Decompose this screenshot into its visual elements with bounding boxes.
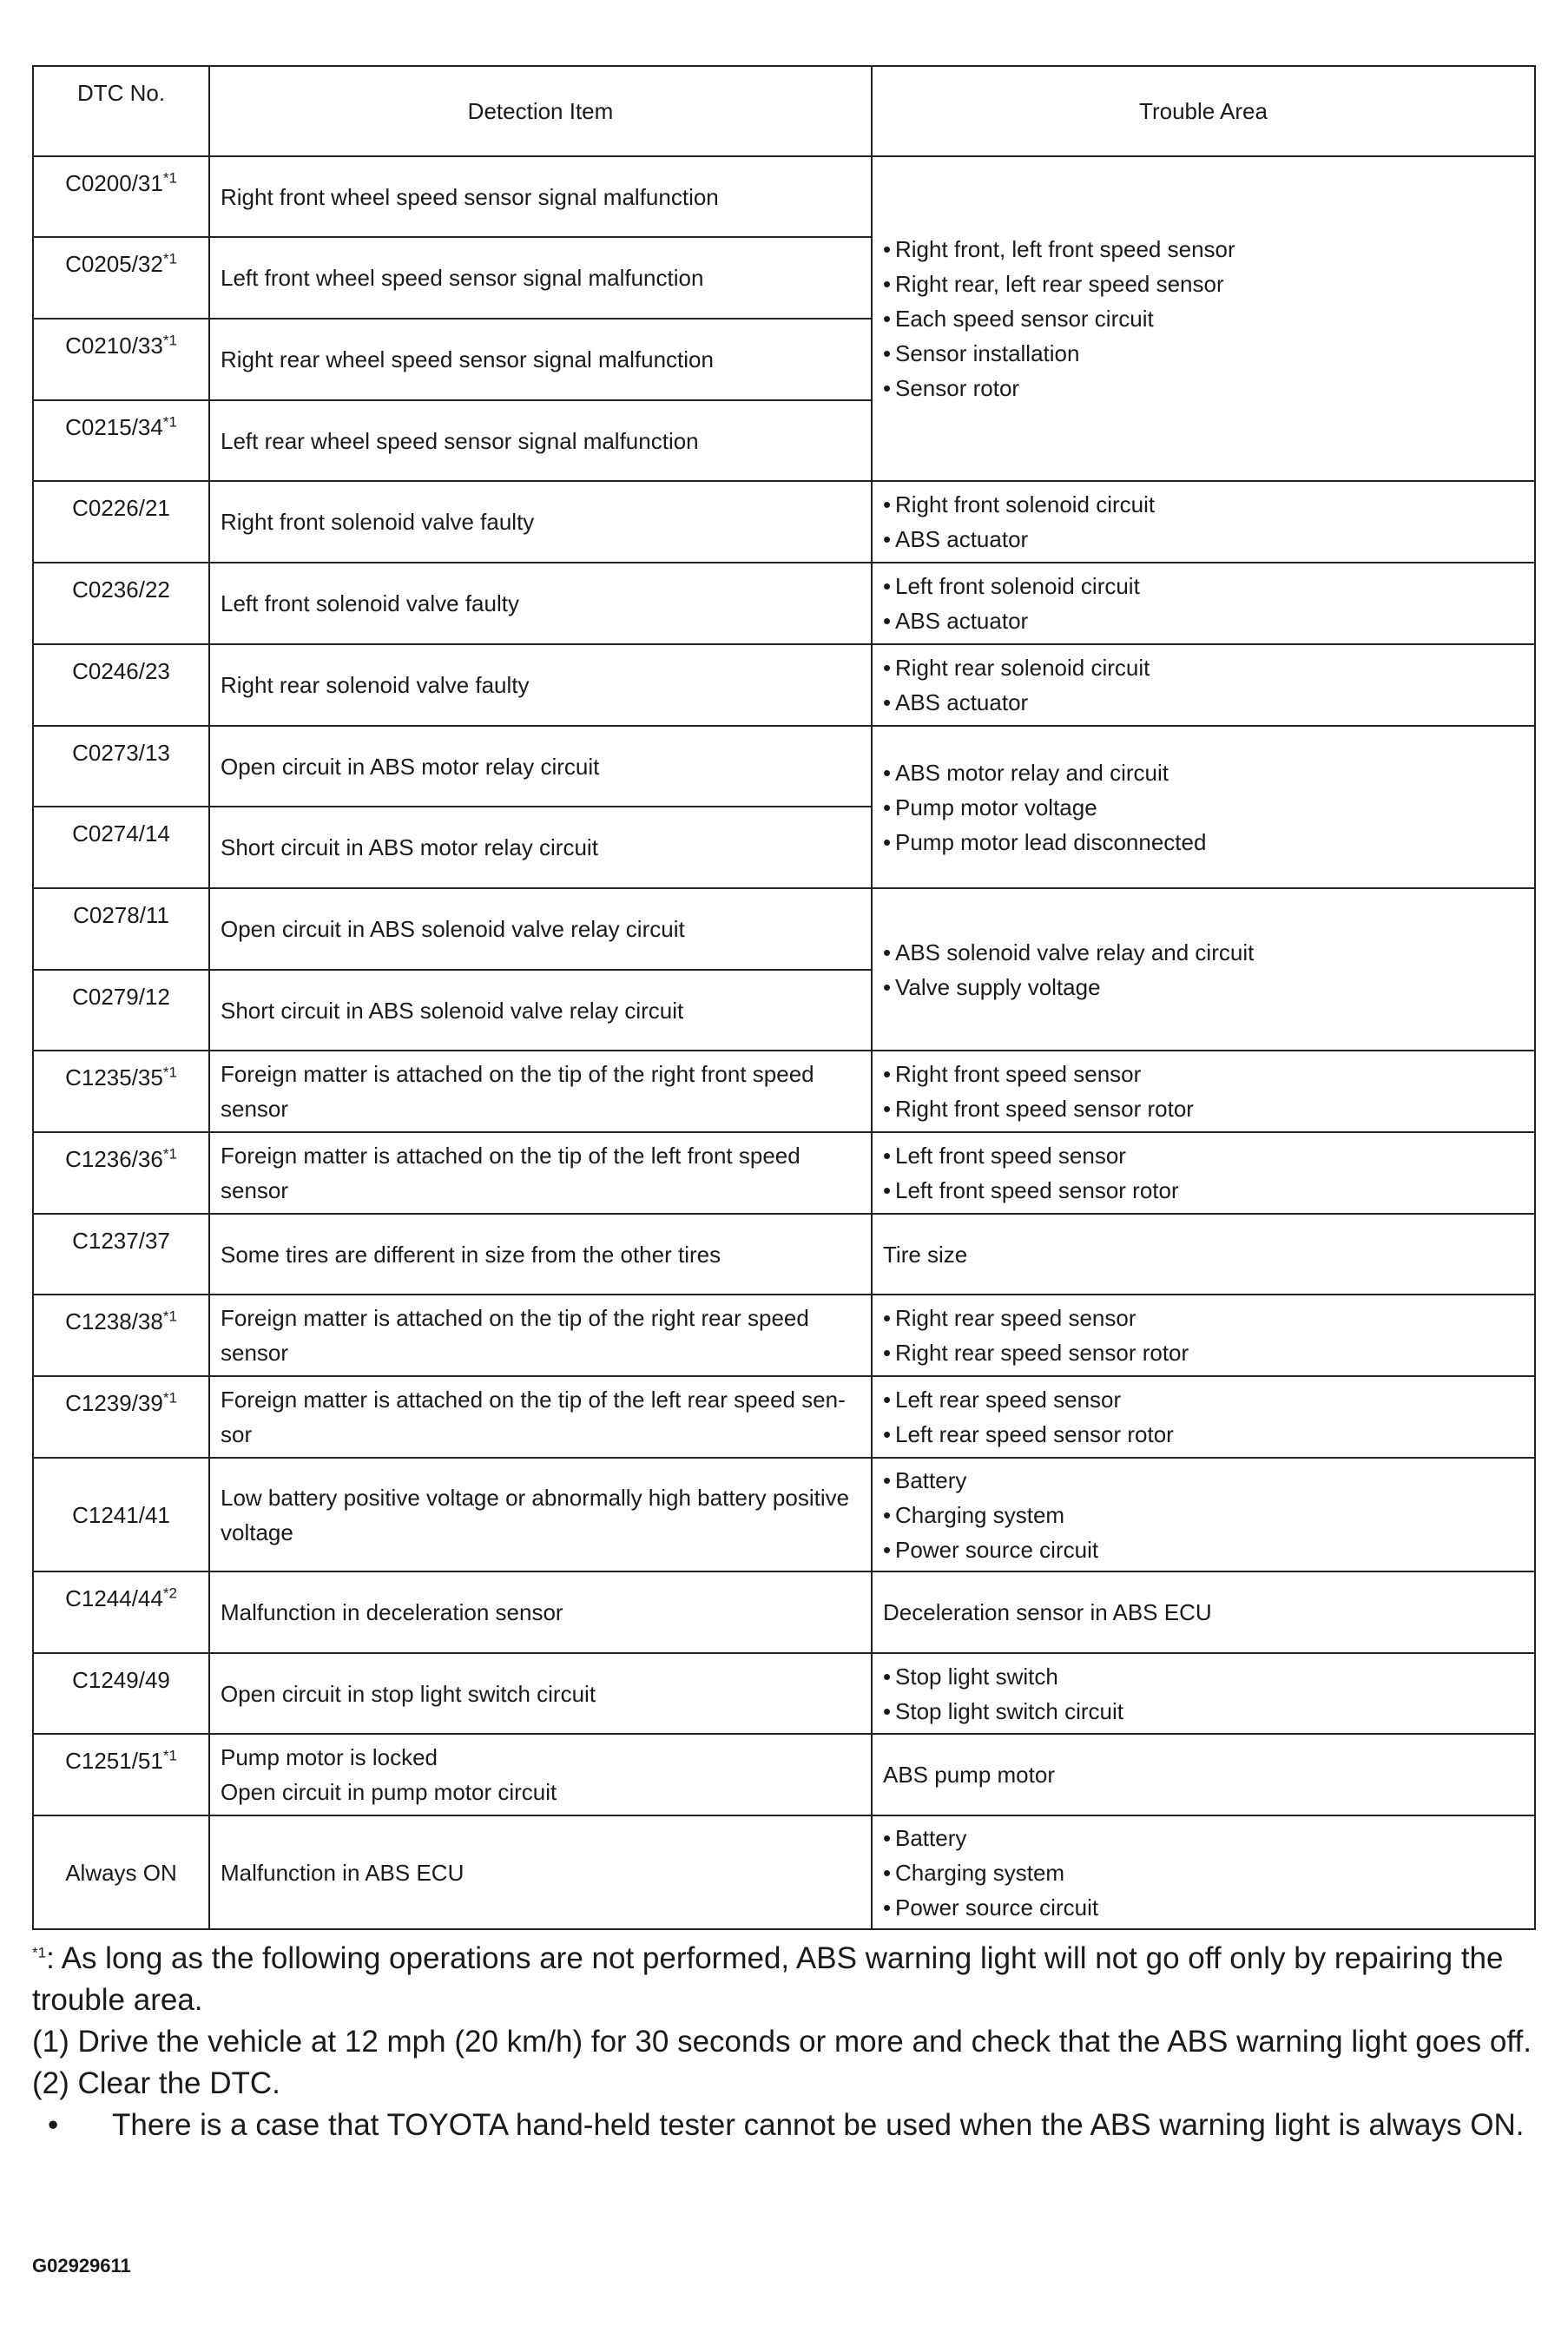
trouble-area-item: • Power source circuit [883,1890,1524,1925]
dtc-code: C0279/12 [33,970,209,1051]
trouble-area-item: • ABS solenoid valve relay and circuit [883,935,1524,970]
dtc-code: C0205/32$^{*1}$ [33,237,209,319]
dtc-code: C1237/37 [33,1214,209,1295]
footnote-marker: *2 [162,1585,177,1602]
footnote-marker: *1 [162,332,177,349]
trouble-area-item: • Right rear speed sensor [883,1301,1524,1335]
table-row [33,1376,1535,1458]
table-row [33,481,1535,563]
trouble-area [872,888,1535,1051]
detection-item: Foreign matter is attached on the tip of the left front speed sensor [209,1132,872,1214]
dtc-code: C0226/21 [33,481,209,563]
table-row [33,1214,1535,1295]
detection-item: Right front wheel speed sensor signal malfunction [209,156,872,237]
detection-item: Left front wheel speed sensor signal malfunction [209,237,872,319]
table-row [33,1295,1535,1376]
detection-item: Malfunction in ABS ECU [209,1815,872,1929]
trouble-area [872,563,1535,644]
note-1: $^{*1}$: As long as the following operations are not performed, ABS warning light will not go off only by repairing the trouble area. [32,1941,1504,2017]
trouble-area-item: • Right rear speed sensor rotor [883,1335,1524,1370]
note-marker: *1 [32,1944,47,1961]
footnotes [32,1938,1543,2146]
table-row [33,1734,1535,1815]
dtc-code: C1241/41 [33,1458,209,1571]
trouble-area-item: • Valve supply voltage [883,970,1524,1005]
dtc-code: C0273/13 [33,726,209,807]
dtc-code: C0200/31$^{*1}$ [33,156,209,237]
trouble-area-item: • Stop light switch [883,1659,1524,1694]
table-row [33,1653,1535,1734]
trouble-area [872,1295,1535,1376]
footnote-marker: *1 [162,250,177,267]
detection-item: Open circuit in stop light switch circuit [209,1653,872,1734]
trouble-area-item: • ABS actuator [883,685,1524,720]
table-row [33,563,1535,644]
trouble-area [872,1051,1535,1132]
trouble-area-item: • Stop light switch circuit [883,1694,1524,1729]
trouble-area-item: • Right front solenoid circuit [883,487,1524,522]
dtc-code: C0274/14 [33,807,209,888]
note-step-1: (1) Drive the vehicle at 12 mph (20 km/h) for 30 seconds or more and check that the ABS warning light goes off. [32,2025,1532,2059]
trouble-area: Tire size [872,1214,1535,1295]
trouble-area-item: • Pump motor voltage [883,790,1524,825]
trouble-area: ABS pump motor [872,1734,1535,1815]
trouble-area-item: • Left rear speed sensor [883,1382,1524,1417]
table-row [33,1051,1535,1132]
trouble-area-item: • Charging system [883,1855,1524,1890]
dtc-code: C0278/11 [33,888,209,970]
dtc-code: C1239/39$^{*1}$ [33,1376,209,1458]
trouble-area-item: • ABS motor relay and circuit [883,755,1524,790]
trouble-area-item: • Left front solenoid circuit [883,569,1524,603]
footnote-marker: *1 [162,413,177,431]
dtc-code: C0215/34$^{*1}$ [33,400,209,481]
footnote-marker: *1 [162,1308,177,1325]
detection-item: Left rear wheel speed sensor signal malfunction [209,400,872,481]
trouble-area [872,644,1535,726]
detection-item: Some tires are different in size from the other tires [209,1214,872,1295]
trouble-area [872,1376,1535,1458]
detection-item: Short circuit in ABS solenoid valve relay circuit [209,970,872,1051]
dtc-table [32,65,1536,1930]
detection-item: Pump motor is locked Open circuit in pump motor circuit [209,1734,872,1815]
trouble-area-item: • Sensor installation [883,336,1524,371]
dtc-code: C1238/38$^{*1}$ [33,1295,209,1376]
trouble-area-item: • Right front, left front speed sensor [883,232,1524,267]
dtc-code: Always ON [33,1815,209,1929]
dtc-code: C0246/23 [33,644,209,726]
table-row [33,888,1535,970]
trouble-area [872,156,1535,481]
detection-item: Short circuit in ABS motor relay circuit [209,807,872,888]
trouble-area [872,726,1535,888]
dtc-table-body [33,156,1535,1929]
trouble-area-item: • Power source circuit [883,1532,1524,1567]
trouble-area [872,1653,1535,1734]
detection-item: Right front solenoid valve faulty [209,481,872,563]
detection-item: Low battery positive voltage or abnormally high battery positive voltage [209,1458,872,1571]
table-row [33,644,1535,726]
detection-item: Foreign matter is attached on the tip of the right rear speed sensor [209,1295,872,1376]
detection-item: Foreign matter is attached on the tip of the left rear speed sen-sor [209,1376,872,1458]
dtc-code: C1236/36$^{*1}$ [33,1132,209,1214]
trouble-area-item: • Each speed sensor circuit [883,301,1524,336]
trouble-area-item: • Right front speed sensor rotor [883,1091,1524,1126]
dtc-code: C1244/44$^{*2}$ [33,1571,209,1653]
figure-id: G02929611 [32,2255,131,2276]
detection-item-header: Detection Item [209,66,872,156]
detection-item: Right rear wheel speed sensor signal malfunction [209,319,872,400]
trouble-area-header: Trouble Area [872,66,1535,156]
trouble-area-item: • ABS actuator [883,603,1524,638]
trouble-area [872,481,1535,563]
trouble-area-item: • Battery [883,1463,1524,1498]
trouble-area [872,1132,1535,1214]
table-row [33,1571,1535,1653]
trouble-area-item: • Charging system [883,1498,1524,1532]
dtc-no-header: DTC No. [33,66,209,156]
note-step-2: (2) Clear the DTC. [32,2066,280,2100]
dtc-code: C0210/33$^{*1}$ [33,319,209,400]
trouble-area-item: • Right rear solenoid circuit [883,650,1524,685]
table-row [33,1458,1535,1571]
trouble-area-item: • ABS actuator [883,522,1524,557]
trouble-area: Deceleration sensor in ABS ECU [872,1571,1535,1653]
footnote-marker: *1 [162,1389,177,1407]
table-row [33,726,1535,807]
trouble-area-item: • Left rear speed sensor rotor [883,1417,1524,1452]
trouble-area-item: • Left front speed sensor [883,1138,1524,1173]
trouble-area [872,1815,1535,1929]
footnote-marker: *1 [162,169,177,187]
dtc-code: C0236/22 [33,563,209,644]
table-header-row [33,66,1535,156]
footnote-marker: *1 [162,1064,177,1081]
detection-item: Left front solenoid valve faulty [209,563,872,644]
trouble-area-item: • Pump motor lead disconnected [883,825,1524,860]
table-row [33,1815,1535,1929]
dtc-code: C1251/51$^{*1}$ [33,1734,209,1815]
dtc-code: C1249/49 [33,1653,209,1734]
note-bullet: • There is a case that TOYOTA hand-held tester cannot be used when the ABS warning light is always ON. [48,2108,1525,2142]
table-row [33,156,1535,237]
trouble-area-item: • Right front speed sensor [883,1057,1524,1091]
footnote-marker: *1 [162,1747,177,1764]
trouble-area-item: • Right rear, left rear speed sensor [883,267,1524,301]
footnote-marker: *1 [162,1145,177,1163]
trouble-area [872,1458,1535,1571]
detection-item: Open circuit in ABS motor relay circuit [209,726,872,807]
trouble-area-item: • Battery [883,1821,1524,1855]
dtc-code: C1235/35$^{*1}$ [33,1051,209,1132]
table-row [33,1132,1535,1214]
detection-item: Right rear solenoid valve faulty [209,644,872,726]
detection-item: Open circuit in ABS solenoid valve relay circuit [209,888,872,970]
trouble-area-item: • Left front speed sensor rotor [883,1173,1524,1208]
trouble-area-item: • Sensor rotor [883,371,1524,405]
detection-item: Foreign matter is attached on the tip of the right front speed sensor [209,1051,872,1132]
detection-item: Malfunction in deceleration sensor [209,1571,872,1653]
